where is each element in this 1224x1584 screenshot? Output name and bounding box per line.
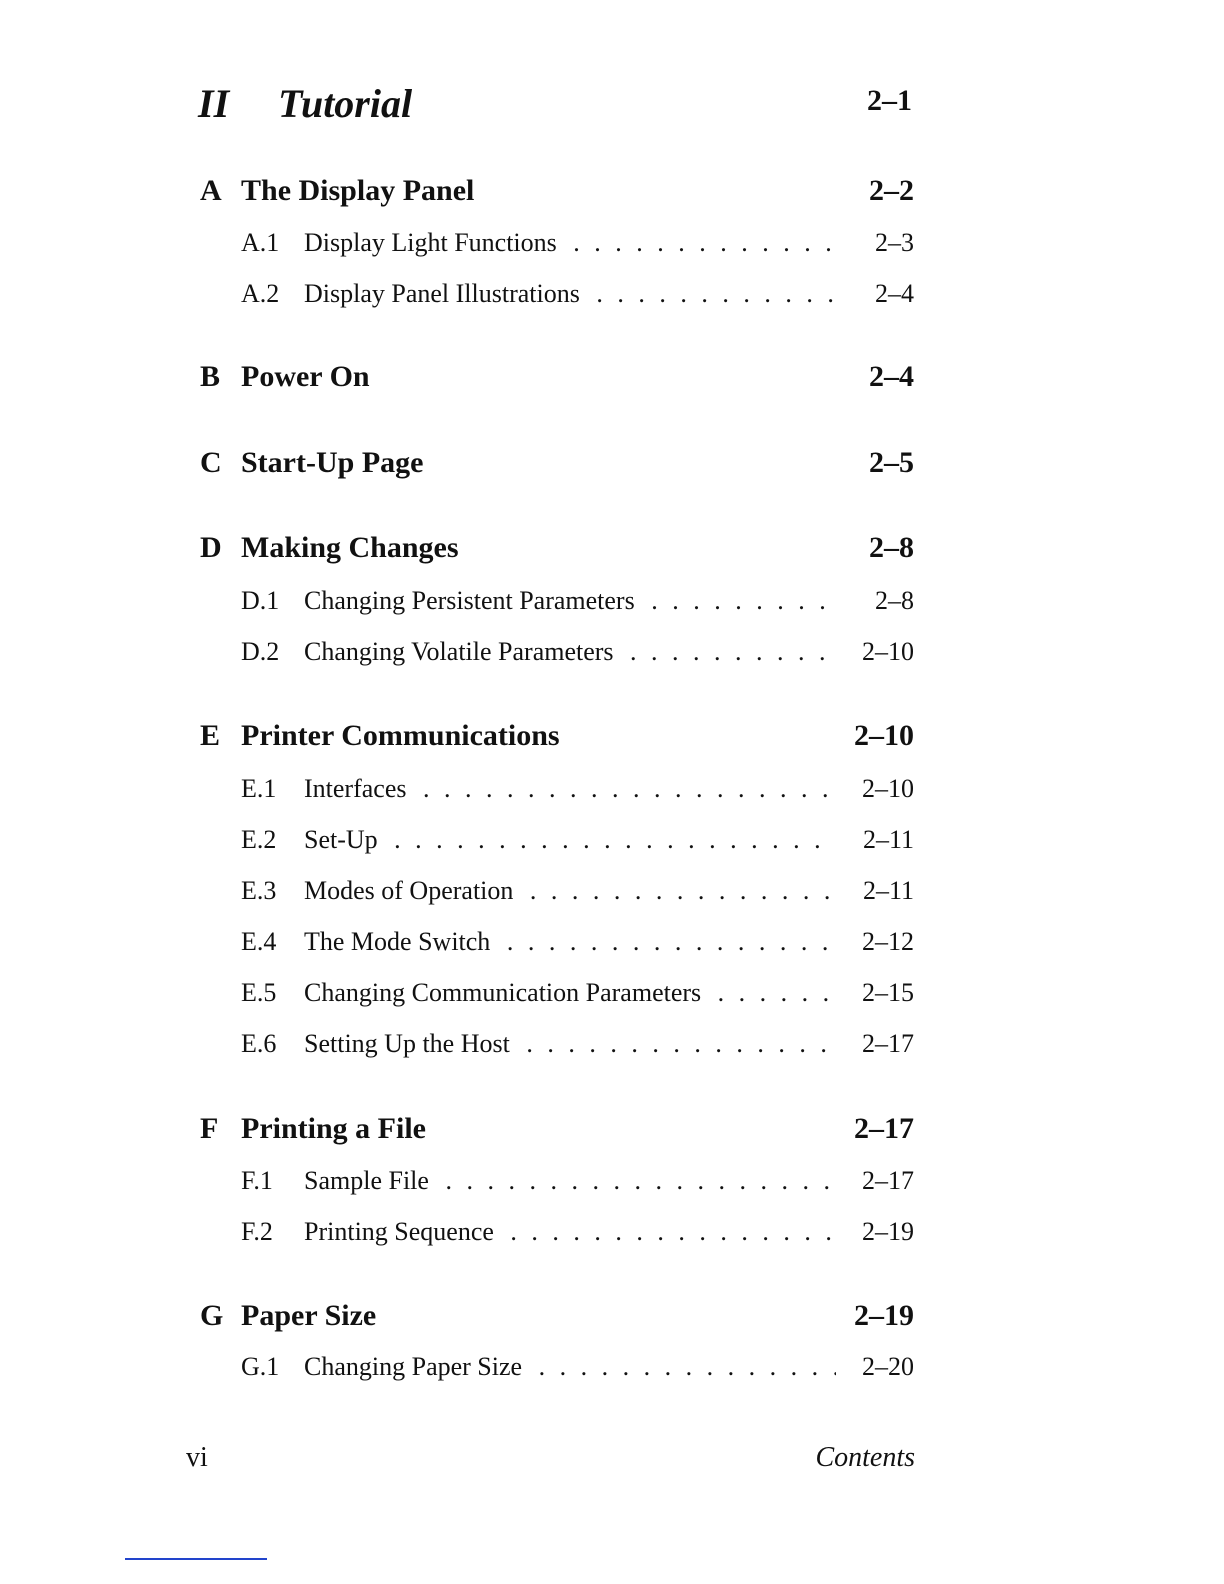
toc-section-g[interactable]: [200, 1299, 914, 1339]
entry-page: 2–11: [862, 876, 914, 905]
part-heading: [198, 80, 912, 130]
entry-page: 2–10: [862, 774, 914, 803]
entry-leader: [304, 1217, 836, 1247]
section-page: 2–17: [854, 1112, 914, 1145]
toc-entry-e6[interactable]: [241, 1029, 914, 1063]
entry-title: Setting Up the Host: [304, 1029, 516, 1058]
entry-number: E.5: [241, 978, 277, 1007]
entry-page: 2–19: [862, 1217, 914, 1246]
section-letter: G: [200, 1299, 224, 1332]
bottom-rule: [125, 1558, 267, 1560]
entry-number: A.2: [241, 279, 280, 308]
toc-entry-f1[interactable]: [241, 1166, 914, 1200]
entry-leader: [304, 978, 836, 1008]
toc-entry-f2[interactable]: [241, 1217, 914, 1251]
section-title: Printing a File: [241, 1112, 426, 1145]
toc-entry-g1[interactable]: [241, 1352, 914, 1386]
section-page: 2–4: [869, 360, 914, 393]
entry-title: Changing Volatile Parameters: [304, 637, 620, 666]
toc-entry-a1[interactable]: [241, 228, 914, 262]
section-letter: C: [200, 446, 222, 479]
section-letter: F: [200, 1112, 219, 1145]
entry-title: Modes of Operation: [304, 876, 519, 905]
entry-page: 2–12: [862, 927, 914, 956]
entry-leader: [304, 228, 836, 258]
section-title: Start-Up Page: [241, 446, 424, 479]
entry-leader: [304, 586, 836, 616]
toc-section-d[interactable]: [200, 531, 914, 571]
section-letter: B: [200, 360, 221, 393]
entry-leader: [304, 774, 836, 804]
entry-number: E.1: [241, 774, 277, 803]
section-letter: E: [200, 719, 221, 752]
entry-page: 2–11: [862, 825, 914, 854]
toc-section-e[interactable]: [200, 719, 914, 759]
entry-title: Sample File: [304, 1166, 435, 1195]
toc-section-c[interactable]: [200, 446, 914, 486]
section-title: Power On: [241, 360, 370, 393]
toc-section-f[interactable]: [200, 1112, 914, 1152]
section-letter: D: [200, 531, 222, 564]
entry-number: F.1: [241, 1166, 273, 1195]
part-page: 2–1: [867, 84, 912, 117]
toc-section-a[interactable]: [200, 174, 914, 214]
entry-leader: [304, 279, 836, 309]
entry-leader: [304, 825, 836, 855]
entry-page: 2–10: [862, 637, 914, 666]
entry-title: Display Panel Illustrations: [304, 279, 586, 308]
section-page: 2–10: [854, 719, 914, 752]
entry-page: 2–3: [875, 228, 914, 257]
entry-number: D.2: [241, 637, 280, 666]
toc-section-b[interactable]: [200, 360, 914, 400]
entry-number: E.4: [241, 927, 277, 956]
entry-title: Changing Paper Size: [304, 1352, 528, 1381]
toc-entry-e4[interactable]: [241, 927, 914, 961]
toc-entry-d2[interactable]: [241, 637, 914, 671]
entry-number: A.1: [241, 228, 280, 257]
toc-entry-a2[interactable]: [241, 279, 914, 313]
entry-title: The Mode Switch: [304, 927, 496, 956]
toc-entry-d1[interactable]: [241, 586, 914, 620]
entry-leader: [304, 1352, 836, 1382]
entry-title: Set-Up: [304, 825, 384, 854]
entry-page: 2–17: [862, 1166, 914, 1195]
entry-title: Printing Sequence: [304, 1217, 500, 1246]
toc-entry-e2[interactable]: [241, 825, 914, 859]
entry-page: 2–15: [862, 978, 914, 1007]
entry-leader: [304, 876, 836, 906]
entry-number: G.1: [241, 1352, 280, 1381]
entry-leader: [304, 1029, 836, 1059]
entry-number: E.3: [241, 876, 277, 905]
toc-entry-e1[interactable]: [241, 774, 914, 808]
footer-page-number: vi: [186, 1442, 208, 1473]
entry-leader: [304, 637, 836, 667]
section-title: Paper Size: [241, 1299, 377, 1332]
part-number: II: [198, 81, 230, 126]
entry-title: Changing Communication Parameters: [304, 978, 707, 1007]
section-letter: A: [200, 174, 222, 207]
entry-title: Interfaces: [304, 774, 412, 803]
entry-title: Changing Persistent Parameters: [304, 586, 641, 615]
section-page: 2–19: [854, 1299, 914, 1332]
toc-entry-e3[interactable]: [241, 876, 914, 910]
entry-page: 2–8: [875, 586, 914, 615]
toc-entry-e5[interactable]: [241, 978, 914, 1012]
entry-number: E.6: [241, 1029, 277, 1058]
entry-page: 2–17: [862, 1029, 914, 1058]
entry-number: D.1: [241, 586, 280, 615]
entry-number: E.2: [241, 825, 277, 854]
entry-leader: [304, 927, 836, 957]
footer-running-title: Contents: [815, 1442, 915, 1473]
section-page: 2–5: [869, 446, 914, 479]
section-page: 2–8: [869, 531, 914, 564]
entry-page: 2–20: [862, 1352, 914, 1381]
section-page: 2–2: [869, 174, 914, 207]
entry-number: F.2: [241, 1217, 273, 1246]
section-title: Making Changes: [241, 531, 459, 564]
section-title: Printer Communications: [241, 719, 560, 752]
entry-title: Display Light Functions: [304, 228, 563, 257]
part-title: Tutorial: [278, 81, 413, 126]
section-title: The Display Panel: [241, 174, 475, 207]
entry-page: 2–4: [875, 279, 914, 308]
entry-leader: [304, 1166, 836, 1196]
